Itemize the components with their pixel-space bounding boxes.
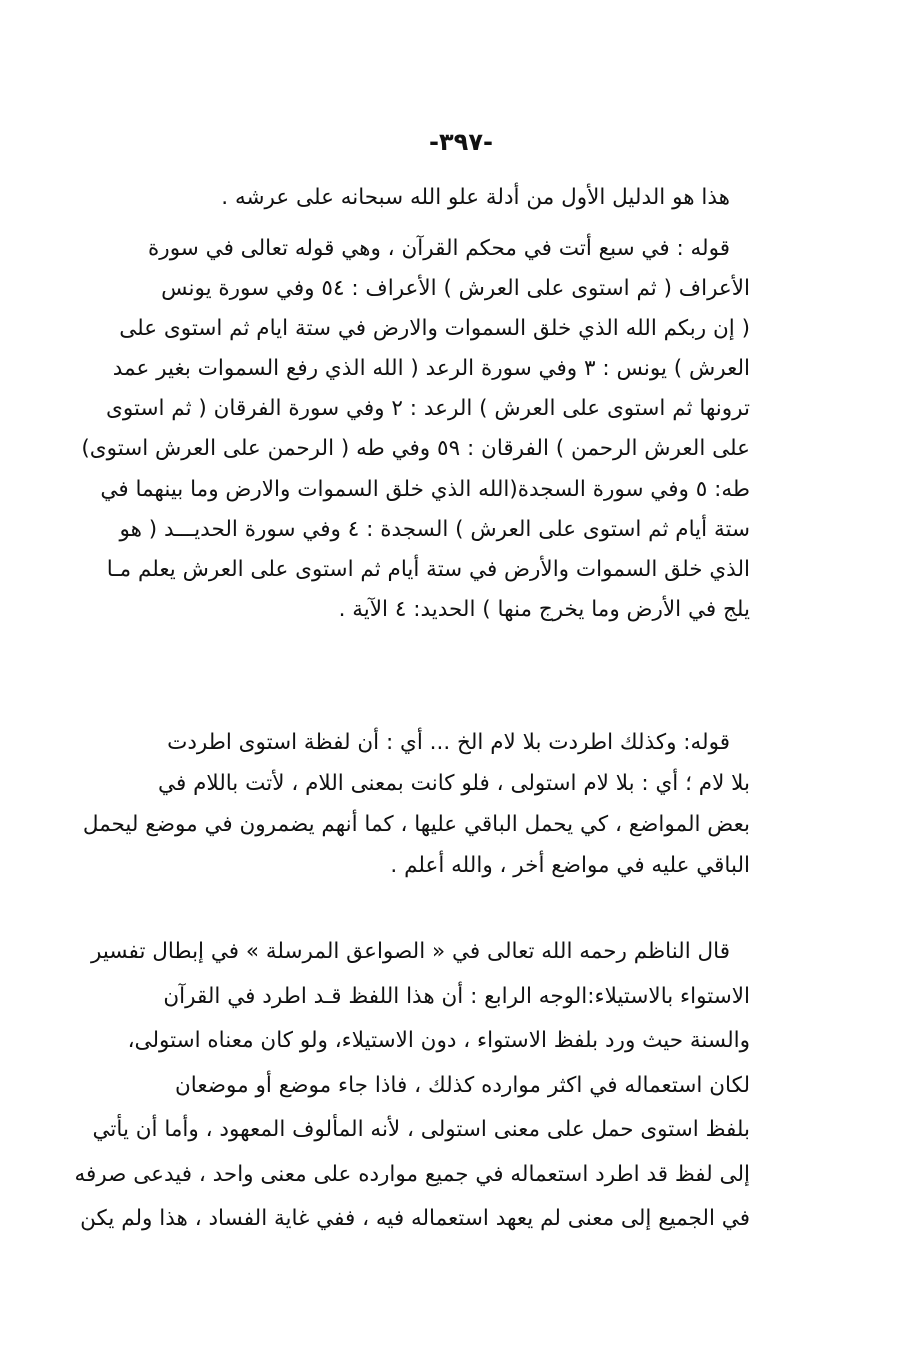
text-line: يلج في الأرض وما يخرج منها ) الحديد: ٤ الآية . [338, 596, 750, 622]
text-line: بلا لام ؛ أي : بلا لام استولى ، فلو كانت بمعنى اللام ، لأتت باللام في [158, 771, 750, 796]
text-line: الاستواء بالاستيلاء:الوجه الرابع : أن هذا اللفظ قـد اطرد في القرآن [163, 983, 750, 1009]
text-line: إلى لفظ قد اطرد استعماله في جميع موارده على معنى واحد ، فيدعى صرفه [74, 1161, 750, 1187]
text-line: هذا هو الدليل الأول من أدلة علو الله سبحانه على عرشه . [221, 185, 730, 210]
text-line: بعض المواضع ، كي يحمل الباقي عليها ، كما أنهم يضمرون في موضع ليحمل [82, 812, 750, 837]
text-line: والسنة حيث ورد بلفظ الاستواء ، دون الاستيلاء، ولو كان معناه استولى، [127, 1028, 750, 1053]
text-line: طه: ٥ وفي سورة السجدة(الله الذي خلق السموات والارض وما بينهما في [100, 476, 750, 502]
text-line: قوله: وكذلك اطردت بلا لام الخ ... أي : أن لفظة استوى اطردت [167, 730, 730, 755]
text-line: لكان استعماله في اكثر موارده كذلك ، فاذا جاء موضع أو موضعان [175, 1072, 750, 1098]
text-line: العرش ) يونس : ٣ وفي سورة الرعد ( الله الذي رفع السموات بغير عمد [112, 356, 750, 382]
text-line: ترونها ثم استوى على العرش ) الرعد : ٢ وفي سورة الفرقان ( ثم استوى [106, 396, 750, 422]
text-line: على العرش الرحمن ) الفرقان : ٥٩ وفي طه ( الرحمن على العرش استوى) [81, 436, 750, 462]
text-line: الأعراف ( ثم استوى على العرش ) الأعراف : ٥٤ وفي سورة يونس [161, 276, 750, 302]
text-line: الباقي عليه في مواضع أخر ، والله أعلم . [390, 853, 750, 878]
text-line: في الجميع إلى معنى لم يعهد استعماله فيه ، ففي غاية الفساد ، هذا ولم يكن [80, 1206, 750, 1231]
text-line: ستة أيام ثم استوى على العرش ) السجدة : ٤ وفي سورة الحديـــد ( هو [119, 516, 750, 542]
paragraph-3 [82, 722, 750, 886]
text-line: ( إن ربكم الله الذي خلق السموات والارض في ستة ايام ثم استوى على [119, 316, 750, 342]
text-line: قوله : في سبع أتت في محكم القرآن ، وهي قوله تعالى في سورة [148, 236, 730, 261]
text-line: بلفظ استوى حمل على معنى استولى ، لأنه المألوف المعهود ، وأما أن يأتي [92, 1117, 750, 1142]
paragraph-1 [175, 178, 750, 218]
page-number: -٣٩٧- [429, 128, 493, 156]
text-line: قال الناظم رحمه الله تعالى في « الصواعق المرسلة » في إبطال تفسير [91, 939, 730, 964]
paragraph-4 [74, 930, 750, 1242]
paragraph-2 [81, 229, 750, 630]
text-line: الذي خلق السموات والأرض في ستة أيام ثم استوى على العرش يعلم مـا [106, 556, 750, 582]
